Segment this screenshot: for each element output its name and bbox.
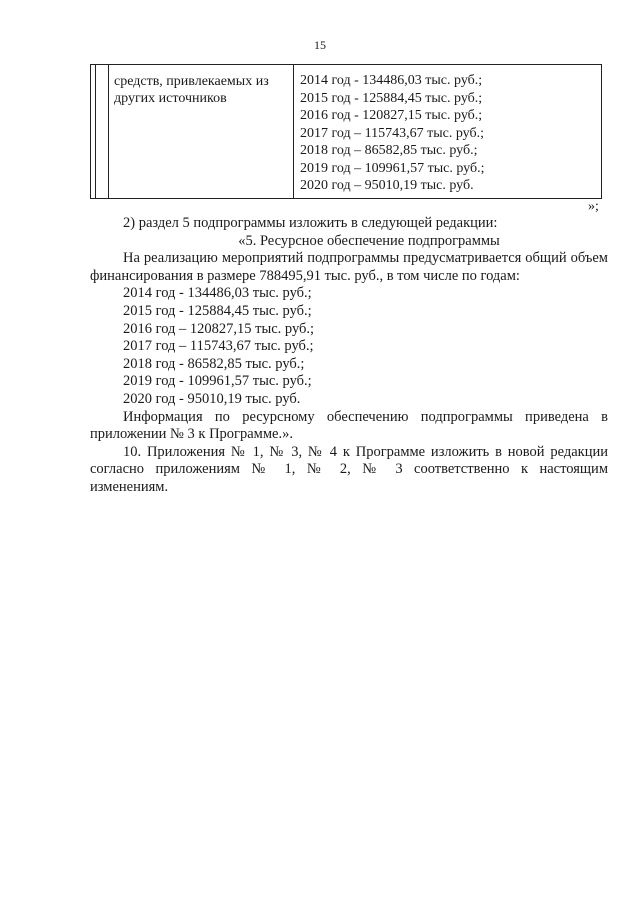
funding-table-fragment <box>90 64 602 199</box>
year-line: 2018 год - 86582,85 тыс. руб.; <box>123 355 305 372</box>
table-year-line: 2017 год – 115743,67 тыс. руб.; <box>300 125 484 141</box>
body-text <box>90 215 608 497</box>
table-source-cell: средств, привлекаемых из других источников <box>109 64 294 198</box>
table-year-line: 2016 год - 120827,15 тыс. руб.; <box>300 108 483 123</box>
table-year-line: 2019 год – 109961,57 тыс. руб.; <box>300 160 485 176</box>
funding-paragraph: На реализацию мероприятий подпрограммы предусматривается общий объем финансирования в размере 788495,91 тыс. руб., в том числе по годам: <box>90 250 608 284</box>
section-title: «5. Ресурсное обеспечение подпрограммы <box>238 232 500 249</box>
page-number: 15 <box>314 38 326 52</box>
table-years-cell <box>296 64 601 198</box>
item-10-line-2: согласно приложениям № 1, № 2, № 3 соответственно к настоящим <box>90 461 608 478</box>
year-line: 2020 год - 95010,19 тыс. руб. <box>123 390 301 407</box>
table-year-line: 2014 год - 134486,03 тыс. руб.; <box>300 73 483 88</box>
item-2-paragraph: 2) раздел 5 подпрограммы изложить в следующей редакции: <box>123 215 498 231</box>
table-year-line: 2015 год - 125884,45 тыс. руб.; <box>300 90 483 106</box>
table-index-divider <box>95 64 96 198</box>
item-10-line-1: 10. Приложения № 1, № 3, № 4 к Программе изложить в новой редакции <box>123 443 608 460</box>
item-10-line-3: изменениям. <box>90 478 169 495</box>
table-year-line: 2018 год – 86582,85 тыс. руб.; <box>300 143 478 158</box>
year-line: 2019 год - 109961,57 тыс. руб.; <box>123 373 312 390</box>
year-line: 2015 год - 125884,45 тыс. руб.; <box>123 302 312 319</box>
year-line: 2017 год – 115743,67 тыс. руб.; <box>123 338 314 355</box>
info-paragraph: Информация по ресурсному обеспечению подпрограммы приведена в приложении № 3 к Программе.». <box>90 408 608 443</box>
year-line: 2014 год - 134486,03 тыс. руб.; <box>123 285 312 302</box>
year-line: 2016 год – 120827,15 тыс. руб.; <box>123 320 315 337</box>
table-index-column <box>91 64 109 198</box>
closing-quote: »; <box>588 199 599 214</box>
table-year-line: 2020 год – 95010,19 тыс. руб. <box>300 178 474 193</box>
